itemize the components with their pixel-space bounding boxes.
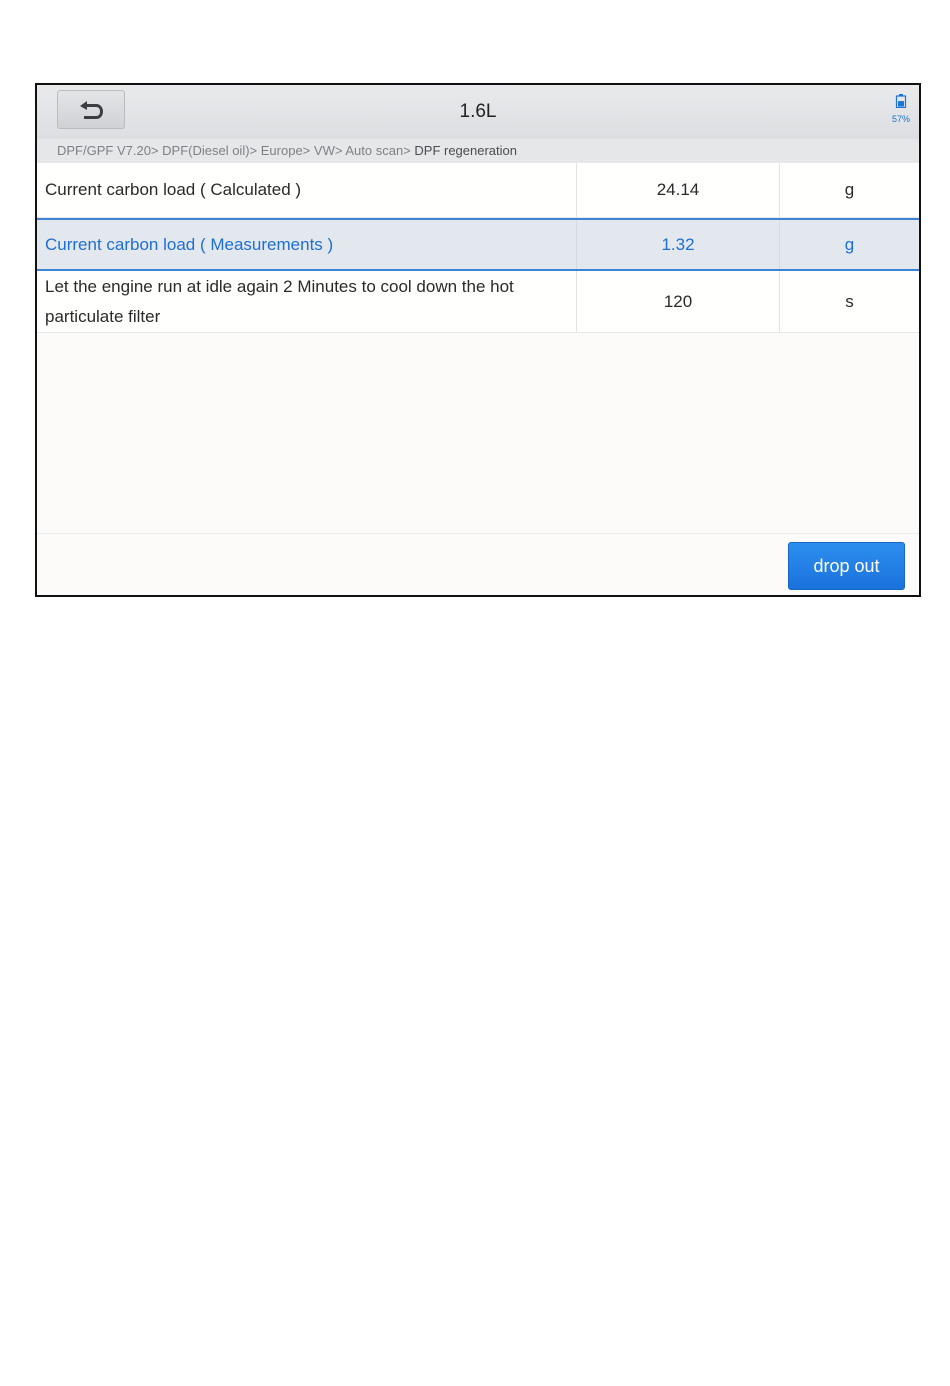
breadcrumb-item[interactable]: DPF(Diesel oil)> bbox=[162, 143, 258, 158]
table-row[interactable] bbox=[37, 163, 919, 218]
breadcrumb-item[interactable]: Europe> bbox=[260, 143, 311, 158]
page-title: 1.6L bbox=[459, 101, 497, 122]
drop-out-button[interactable]: drop out bbox=[788, 542, 905, 590]
app-window bbox=[35, 83, 921, 597]
row-value: 1.32 bbox=[577, 220, 780, 269]
battery-percent: 57% bbox=[891, 114, 910, 124]
battery-indicator bbox=[887, 94, 915, 124]
breadcrumb-item[interactable]: VW> bbox=[313, 143, 343, 158]
breadcrumb-item[interactable]: Auto scan> bbox=[345, 143, 411, 158]
row-name: Current carbon load ( Measurements ) bbox=[37, 220, 577, 269]
breadcrumb-item[interactable]: DPF/GPF V7.20> bbox=[57, 143, 159, 158]
row-unit: s bbox=[845, 291, 854, 311]
row-unit: g bbox=[844, 234, 855, 254]
table-row[interactable] bbox=[37, 271, 919, 333]
row-value: 120 bbox=[577, 271, 780, 332]
battery-icon bbox=[895, 94, 907, 108]
back-button[interactable] bbox=[57, 90, 125, 129]
table-row-selected[interactable] bbox=[37, 218, 919, 271]
row-name: Let the engine run at idle again 2 Minutes to cool down the hot particulate filter bbox=[37, 271, 577, 332]
row-name: Current carbon load ( Calculated ) bbox=[37, 163, 577, 217]
top-bar bbox=[37, 85, 919, 139]
back-arrow-icon bbox=[76, 99, 106, 121]
row-value: 24.14 bbox=[577, 163, 780, 217]
breadcrumb-current: DPF regeneration bbox=[414, 143, 518, 158]
data-stream-table bbox=[37, 163, 919, 333]
breadcrumb bbox=[37, 139, 919, 163]
row-unit: g bbox=[844, 180, 855, 199]
bottom-toolbar bbox=[37, 533, 919, 596]
